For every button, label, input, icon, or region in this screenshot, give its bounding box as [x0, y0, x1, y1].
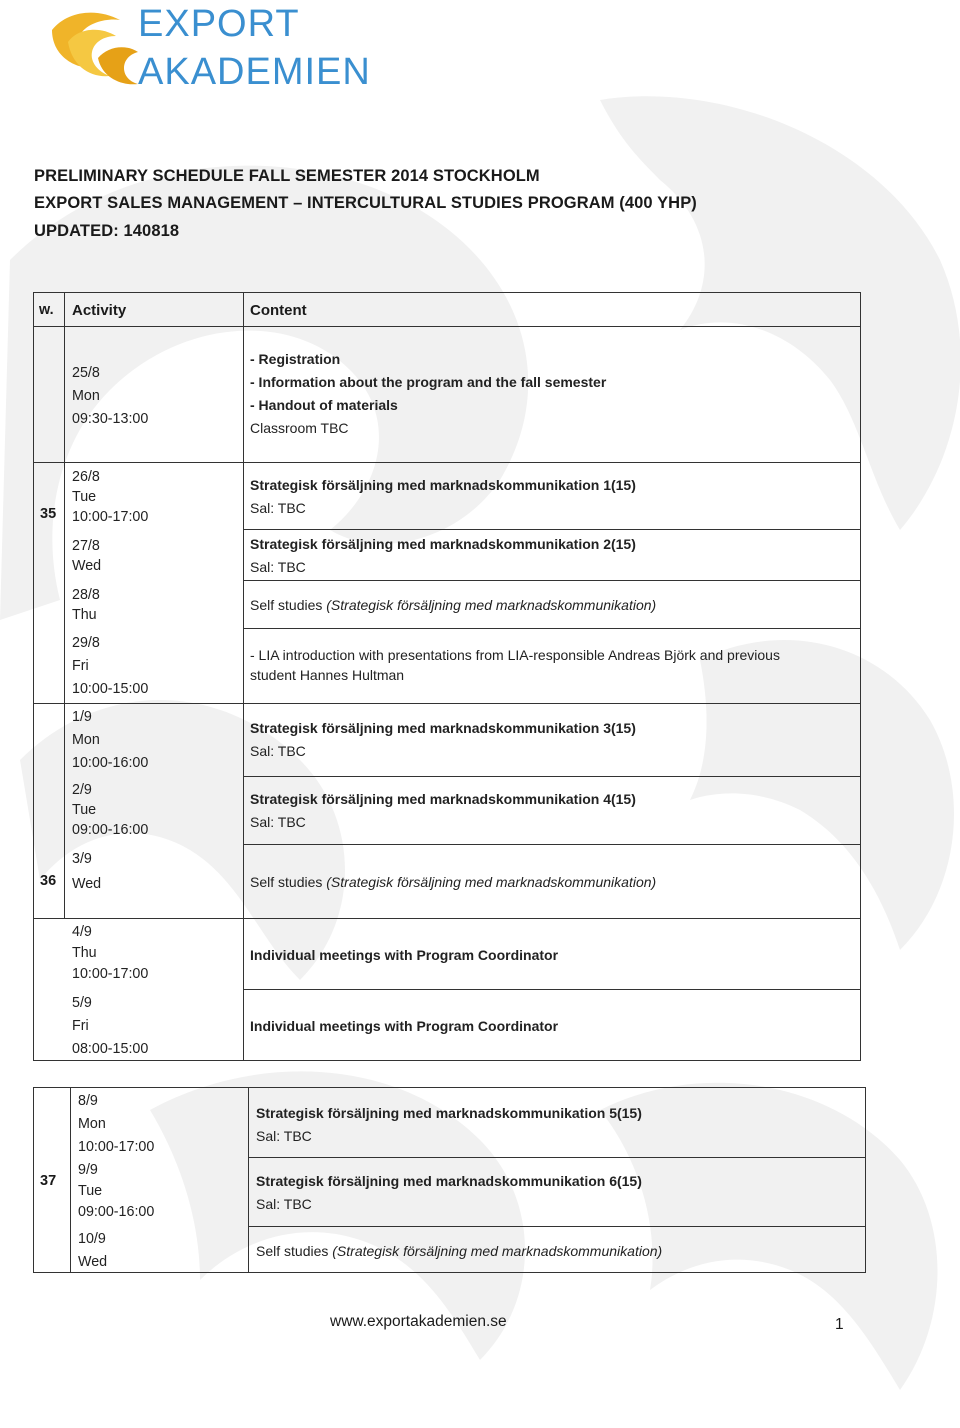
logo-text-export: EXPORT — [138, 3, 300, 45]
table-row-date: 9/9 Tue 09:00-16:00 — [78, 1162, 155, 1220]
header-updated: UPDATED: 140818 — [34, 222, 180, 240]
table-row-content: Strategisk försäljning med marknadskommunikation 4(15) Sal: TBC — [250, 791, 636, 830]
table-row-date: 26/8 Tue 10:00-17:00 — [72, 469, 149, 525]
table-row-date: 27/8 Wed — [72, 538, 102, 574]
export-akademien-logo — [38, 2, 378, 92]
page-number: 1 — [835, 1316, 844, 1333]
footer-website-link[interactable]: www.exportakademien.se — [330, 1313, 507, 1330]
table-row-date: 10/9 Wed — [78, 1231, 108, 1270]
table-row-content: Strategisk försäljning med marknadskommunikation 5(15) Sal: TBC — [256, 1105, 642, 1144]
table-row-date: 25/8 Mon 09:30-13:00 — [72, 365, 149, 427]
week-number: 35 — [40, 506, 57, 522]
table-row-content: - LIA introduction with presentations from LIA-responsible Andreas Björk and previous student Hannes Hultman — [250, 647, 780, 683]
col-header-activity: Activity — [72, 302, 127, 319]
table-row-content: Strategisk försäljning med marknadskommunikation 1(15) Sal: TBC — [250, 477, 636, 516]
table-row-date: 2/9 Tue 09:00-16:00 — [72, 782, 149, 838]
table-row-content: Self studies (Strategisk försäljning med marknadskommunikation) — [250, 597, 657, 613]
header-title: PRELIMINARY SCHEDULE FALL SEMESTER 2014 STOCKHOLM — [34, 167, 540, 185]
col-header-week: w. — [39, 302, 54, 318]
table-row-content: Strategisk försäljning med marknadskommunikation 3(15) Sal: TBC — [250, 720, 636, 759]
table-row-date: 4/9 Thu 10:00-17:00 — [72, 924, 149, 982]
header-program: EXPORT SALES MANAGEMENT – INTERCULTURAL STUDIES PROGRAM (400 YHP) — [34, 194, 697, 212]
table-row-date: 8/9 Mon 10:00-17:00 — [78, 1093, 155, 1155]
table-row-date: 5/9 Fri 08:00-15:00 — [72, 995, 149, 1057]
table-row-content: Individual meetings with Program Coordinator — [250, 947, 559, 963]
week-number: 36 — [40, 873, 57, 889]
table-row-content: Strategisk försäljning med marknadskommunikation 2(15) Sal: TBC — [250, 536, 636, 575]
logo-text-akademien: AKADEMIEN — [138, 51, 371, 92]
table-row-content: Self studies (Strategisk försäljning med marknadskommunikation) — [256, 1243, 663, 1259]
table-row-content: Self studies (Strategisk försäljning med marknadskommunikation) — [250, 874, 657, 890]
week-number: 37 — [40, 1173, 57, 1189]
table-row-date: 1/9 Mon 10:00-16:00 — [72, 709, 149, 771]
table-row-date: 3/9 Wed — [72, 851, 102, 892]
table-row-date: 28/8 Thu — [72, 587, 100, 623]
table-row-content: Individual meetings with Program Coordinator — [250, 1018, 559, 1034]
table-row-date: 29/8 Fri 10:00-15:00 — [72, 635, 149, 697]
table-row-content: Strategisk försäljning med marknadskommunikation 6(15) Sal: TBC — [256, 1173, 642, 1212]
col-header-content: Content — [250, 302, 307, 319]
logo-swirl-icon — [52, 13, 138, 85]
table-row-content: - Registration - Information about the program and the fall semester - Handout of materials Classroom TBC — [250, 351, 607, 436]
